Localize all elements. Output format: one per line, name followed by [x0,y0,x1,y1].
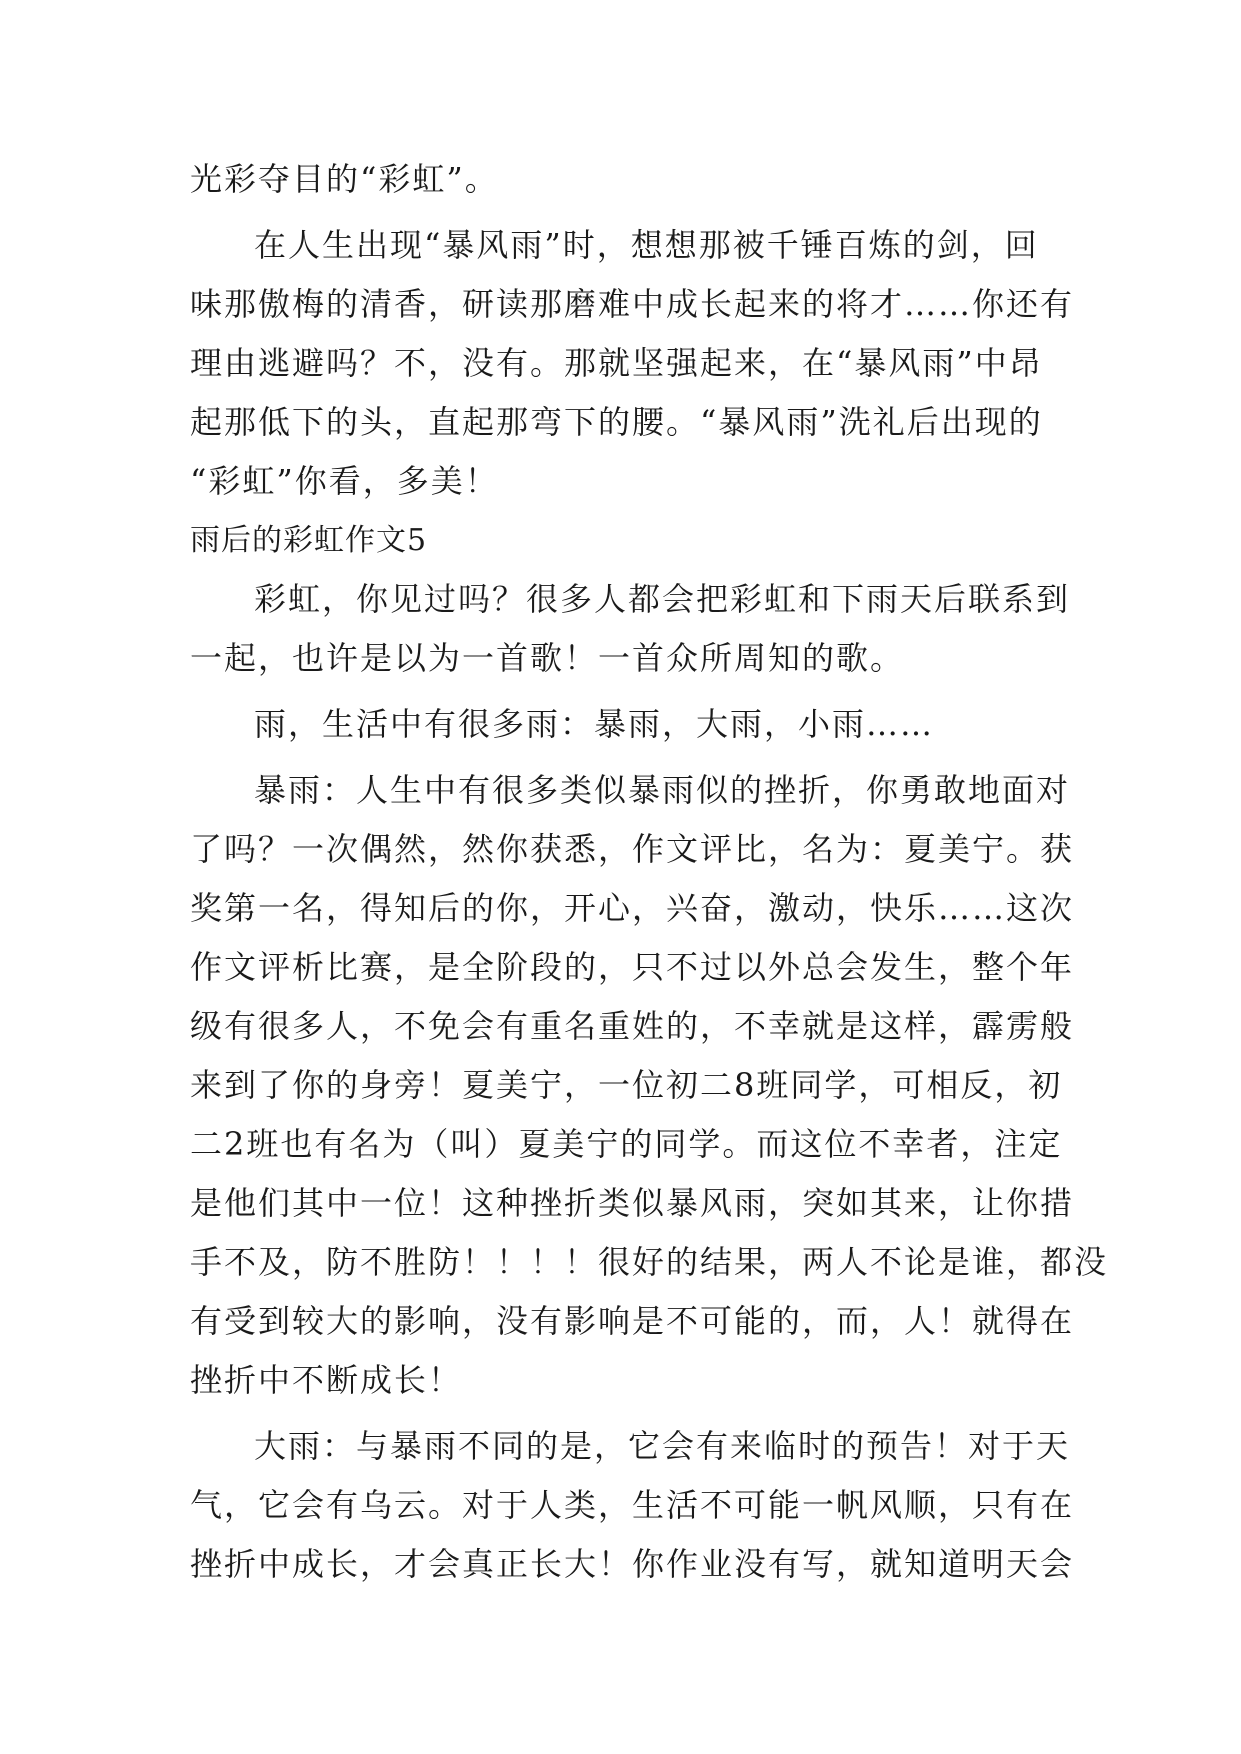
essay-title: 雨后的彩虹作文5 [190,523,428,558]
text-line: 起那低下的头，直起那弯下的腰。“暴风雨”洗礼后出现的 [190,403,1043,441]
text-line: 是他们其中一位！这种挫折类似暴风雨，突如其来，让你措 [190,1184,1075,1222]
text-line: 挫折中成长，才会真正长大！你作业没有写，就知道明天会 [190,1545,1075,1583]
text-line: 来到了你的身旁！夏美宁，一位初二8班同学，可相反，初 [190,1066,1063,1104]
paragraph-start: 大雨：与暴雨不同的是，它会有来临时的预告！对于天 [254,1427,1071,1465]
text-line: 味那傲梅的清香，研读那磨难中成长起来的将才……你还有 [190,285,1075,323]
paragraph-start: 彩虹，你见过吗？很多人都会把彩虹和下雨天后联系到 [254,580,1071,618]
paragraph-start: 在人生出现“暴风雨”时，想想那被千锤百炼的剑，回 [254,226,1039,264]
text-line: 了吗？一次偶然，然你获悉，作文评比，名为：夏美宁。获 [190,830,1075,868]
paragraph-start: 雨，生活中有很多雨：暴雨，大雨，小雨…… [254,705,935,743]
text-line: 光彩夺目的“彩虹”。 [190,160,499,198]
text-line: “彩虹”你看，多美！ [190,462,499,500]
text-line: 二2班也有名为（叫）夏美宁的同学。而这位不幸者，注定 [190,1125,1063,1163]
text-line: 有受到较大的影响，没有影响是不可能的，而，人！就得在 [190,1302,1075,1340]
text-line: 作文评析比赛，是全阶段的，只不过以外总会发生，整个年 [190,948,1075,986]
text-line: 气，它会有乌云。对于人类，生活不可能一帆风顺，只有在 [190,1486,1075,1524]
text-line: 手不及，防不胜防！！！！很好的结果，两人不论是谁，都没 [190,1243,1109,1281]
text-line: 奖第一名，得知后的你，开心，兴奋，激动，快乐……这次 [190,889,1075,927]
text-line: 一起，也许是以为一首歌！一首众所周知的歌。 [190,639,905,677]
document-page [190,150,1109,1594]
text-line: 挫折中不断成长！ [190,1361,463,1399]
text-line: 理由逃避吗？不，没有。那就坚强起来，在“暴风雨”中昂 [190,344,1043,382]
text-line: 级有很多人，不免会有重名重姓的，不幸就是这样，霹雳般 [190,1007,1075,1045]
paragraph-start: 暴雨：人生中有很多类似暴雨似的挫折，你勇敢地面对 [254,771,1071,809]
